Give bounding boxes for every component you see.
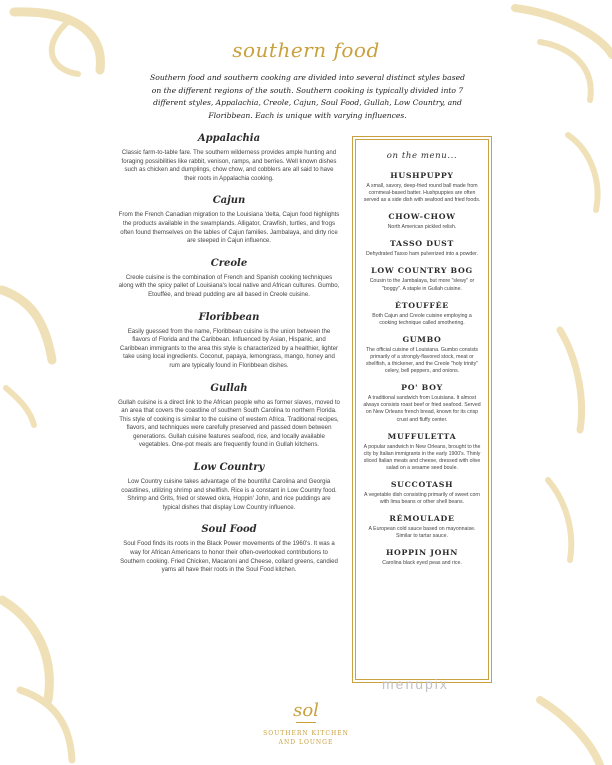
restaurant-logo xyxy=(246,702,366,747)
menu-item xyxy=(363,383,481,423)
section-text: Classic farm-to-table fare. The southern wilderness provides ample hunting and foraging possibilities like rabbit, venison, ramps, and berries. Well known dishes such as chicken and dumplings, chow chow, and cobblers are all said to have their roots in Appalachia cooking. xyxy=(121,149,337,182)
menu-item-desc: Dehydrated Tasso ham pulverized into a powder. xyxy=(365,251,479,258)
menu-item xyxy=(363,432,481,472)
menu-glossary-box xyxy=(352,136,492,683)
section-low-country xyxy=(118,462,340,512)
menu-item-desc: The official cuisine of Louisiana. Gumbo consists primarily of a strongly-flavored stock, meat or shellfish, a thickener, and the Creole "holy trinity" celery, bell peppers, and onions. xyxy=(365,346,479,375)
section-text: Gullah cuisine is a direct link to the African people who as former slaves, moved to an area that covers the coastline of southern South Carolina to northern Florida. This style of cooking is similar to the cuisine of western Africa. Traditional recipes, flavors, and techniques were carefully preserved and passed down between generations. Gullah cuisine features seafood, rice, and locally available vegetables. One-pot meals are frequently found in Gullah kitchens. xyxy=(118,398,340,449)
menu-item-name: PO' BOY xyxy=(401,383,443,393)
menu-item-desc: A European cold sauce based on mayonnaise. Similar to tartar sauce. xyxy=(368,526,476,540)
menu-item-name: CHOW-CHOW xyxy=(388,212,456,222)
section-title: Creole xyxy=(210,257,248,269)
section-text: Easily guessed from the name, Floribbean cuisine is the union between the flavors of Florida and the Caribbean. Influenced by Asian, Hispanic, and Caribbean immigrants to the area this style is characterized by a healthier, lighter take using local ingredients. Coconut, papaya, lemongrass, mango, honey and rum are typically found in Floribbean dishes. xyxy=(119,327,339,369)
cuisine-styles-column xyxy=(118,133,340,587)
menu-item-name: RÉMOULADE xyxy=(389,514,455,524)
menu-item-name: SUCCOTASH xyxy=(390,479,454,489)
menu-item-name: TASSO DUST xyxy=(389,239,454,249)
section-floribbean xyxy=(118,312,340,371)
section-cajun xyxy=(118,195,340,245)
menu-item-desc: Carolina black eyed peas and rice. xyxy=(382,560,462,567)
menu-item-name: HOPPIN JOHN xyxy=(385,548,459,558)
menu-item-name: GUMBO xyxy=(402,334,442,344)
section-text: Low Country cuisine takes advantage of the bountiful Carolina and Georgia coastlines, utilizing shrimp and shellfish. Rice is a constant in Low Country food. Shrimp and Grits, fried or stewed okra, Hoppin' John, and rice puddings are typical dishes that display Low Country influence. xyxy=(121,478,337,511)
menu-item xyxy=(363,239,481,258)
menu-item xyxy=(363,266,481,292)
menu-item-desc: A popular sandwich in New Orleans, brought to the city by Italian immigrants in the early 1900's. Thinly sliced Italian meats and cheese, dressed with olive salad on a sesame seed boule. xyxy=(363,443,481,471)
section-title: Appalachia xyxy=(197,133,261,144)
menu-item-name: LOW COUNTRY BOG xyxy=(371,266,473,276)
menu-item-name: ÉTOUFFÉE xyxy=(395,300,449,310)
menu-item xyxy=(363,480,481,506)
menu-item xyxy=(363,335,481,375)
section-text: Soul Food finds its roots in the Black Power movements of the 1960's. It was a way for African Americans to honor their often-overlooked contributions to Southern cooking. Fried Chicken, Macaroni and Cheese, collard greens, candied yams all have their roots in the Soul Food kitchen. xyxy=(120,540,338,574)
logo-divider xyxy=(296,722,316,723)
menu-item-desc: A traditional sandwich from Louisiana. It almost always consists roast beef or fried seafood. Served on New Orleans french bread, known for its crisp crust and fluffy center. xyxy=(363,395,481,423)
menu-item-desc: Both Cajun and Creole cuisine employing a cooking technique called smothering. xyxy=(372,312,472,326)
menu-item-desc: North American pickled relish. xyxy=(387,224,457,231)
menupix-watermark: menupix xyxy=(382,676,449,692)
logo-line-2: AND LOUNGE xyxy=(278,739,334,746)
logo-mark: sol xyxy=(293,700,319,721)
section-title: Soul Food xyxy=(201,524,257,536)
section-appalachia xyxy=(118,133,340,183)
section-gullah xyxy=(118,383,340,451)
intro-text: Southern food and southern cooking are divided into several distinct styles based on the different regions of the south. Southern cooking is typically divided into 7 different styles, Appalachia, Creole, Cajun, Soul Food, Gullah, Low Country, and Floribbean. Each is unique with varying influences. xyxy=(150,73,465,120)
menu-item xyxy=(363,548,481,567)
section-soul-food xyxy=(118,524,340,574)
menu-item-desc: Cousin to the Jambalaya, but more "slewy" or "boggy". A staple in Gullah cuisine. xyxy=(369,278,475,292)
menu-item-desc: A vegetable dish consisting primarily of sweet corn with lima beans or other shell beans. xyxy=(364,491,480,506)
section-title: Gullah xyxy=(210,382,248,394)
menu-item-desc: A small, savory, deep-fried round ball made from cornmeal-based batter. Hushpuppies are often served as a side dish with seafood and fried foods. xyxy=(363,183,481,204)
menu-box-title: on the menu... xyxy=(386,151,458,161)
section-title: Low Country xyxy=(193,462,265,474)
menu-item xyxy=(363,514,481,540)
section-text: From the French Canadian migration to the Louisiana 'delta, Cajun food highlights the products available in the swamplands. Alligator, Crawfish, turtles, and frogs often found themselves on the tables of Cajun families. Jambalaya, and dirty rice are steeped in Cajun influence. xyxy=(118,211,340,245)
section-title: Floribbean xyxy=(198,311,260,323)
menu-item-name: MUFFULETTA xyxy=(387,431,457,441)
logo-line-1: SOUTHERN KITCHEN xyxy=(263,730,349,737)
menu-item-name: HUSHPUPPY xyxy=(390,171,454,180)
menu-item xyxy=(363,301,481,327)
menu-item xyxy=(363,212,481,231)
section-text: Creole cuisine is the combination of French and Spanish cooking techniques along with the spicy pallet of Louisiana's local native and African cultures. Gumbo, Etouffée, and bread pudding are all based in Creole cuisine. xyxy=(118,273,340,298)
section-creole xyxy=(118,258,340,300)
menu-item xyxy=(363,171,481,204)
section-title: Cajun xyxy=(212,195,246,207)
page-title: southern food xyxy=(232,38,380,62)
